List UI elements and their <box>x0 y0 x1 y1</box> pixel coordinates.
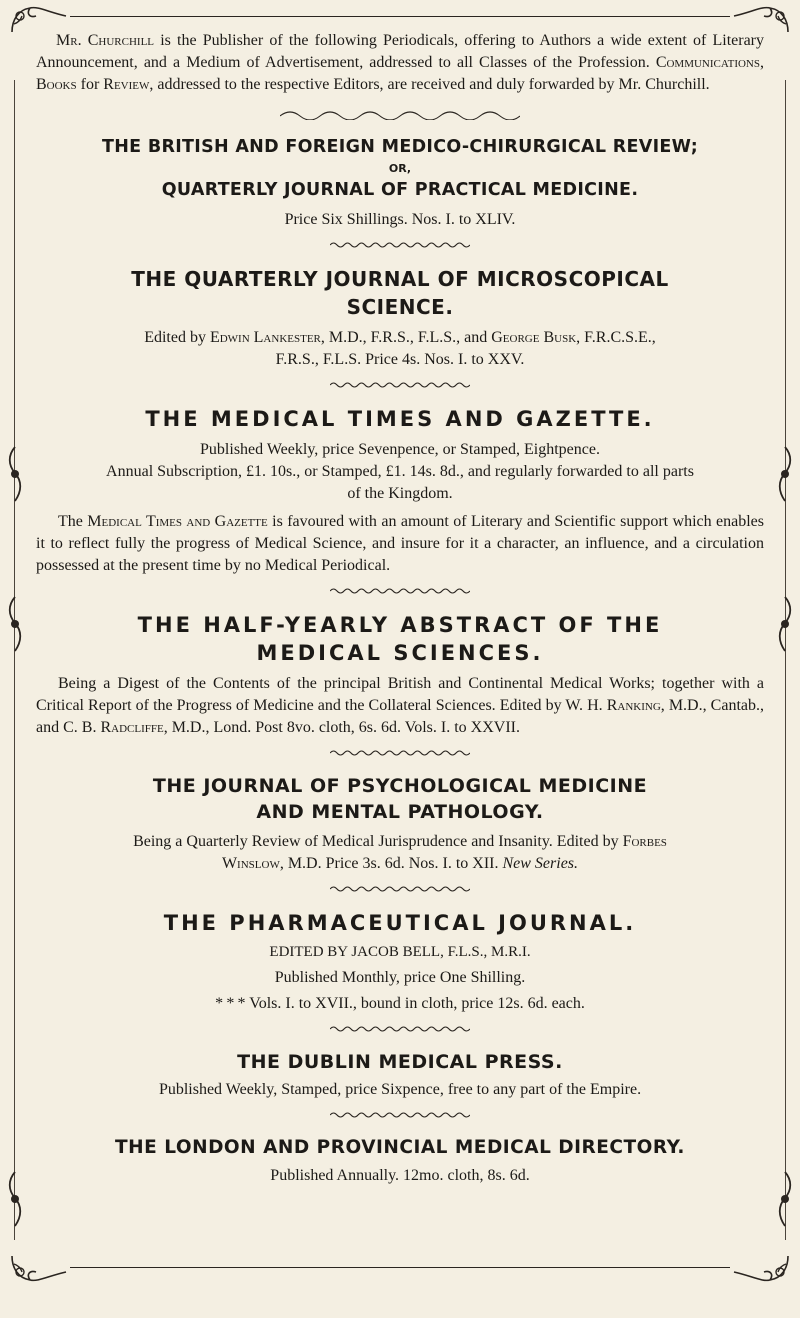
entry-text: is favoured with an amount of Literary and Scientific support which enables it to reflect fully the progress of Medical Science, and insure for it a character, an influence, and a circulation possessed at the present time by no Medical Periodical. <box>36 513 765 574</box>
floral-corner-icon <box>8 1252 70 1286</box>
entry-subtitle: QUARTERLY JOURNAL OF PRACTICAL MEDICINE. <box>161 180 639 200</box>
entry-title: THE LONDON AND PROVINCIAL MEDICAL DIRECTORY. <box>115 1137 685 1158</box>
entry-text: The <box>58 513 88 530</box>
wavy-divider <box>280 108 520 120</box>
entry-or: OR, <box>388 162 412 175</box>
squiggle-divider <box>330 381 470 389</box>
fleuron-icon <box>4 445 26 503</box>
editor-name: Edwin Lankester <box>209 329 321 346</box>
intro-small-caps: Review <box>103 76 150 93</box>
entry-text: Published Weekly, Stamped, price Sixpence, free to any part of the Empire. <box>158 1081 642 1098</box>
entry-title: THE PHARMACEUTICAL JOURNAL. <box>163 911 637 935</box>
new-series-label: New Series. <box>502 855 579 872</box>
entry-text: * * * Vols. I. to XVII., bound in cloth, price 12s. 6d. each. <box>215 995 585 1012</box>
squiggle-divider <box>330 241 470 249</box>
squiggle-divider <box>330 1025 470 1033</box>
entry-title: MEDICAL SCIENCES. <box>256 641 544 665</box>
squiggle-divider <box>330 587 470 595</box>
editor-name: Winslow <box>221 855 280 872</box>
entry-half-yearly-abstract <box>36 611 764 739</box>
entry-text: Being a Digest of the Contents of the principal British and Continental Medical Works; together with a Critical Report of the Progress of Medicine and the Collateral Sciences. Edited by W. H. <box>36 675 764 714</box>
entry-text: , F.R.C.S.E., <box>576 329 656 346</box>
entry-title: THE QUARTERLY JOURNAL OF MICROSCOPICAL <box>131 267 669 291</box>
right-border-line <box>785 80 786 1240</box>
fleuron-icon <box>4 595 26 653</box>
entry-title: THE BRITISH AND FOREIGN MEDICO-CHIRURGICAL REVIEW; <box>101 137 698 157</box>
entry-price: F.R.S., F.L.S. Price 4s. Nos. I. to XXV. <box>275 351 525 368</box>
intro-text: is the Publisher of the following Periodicals, offering to Authors a wide extent of Literary Announcement, and a Medium of Advertisement, addressed to all Classes of the Profession. <box>36 32 765 71</box>
fleuron-icon <box>774 1170 796 1228</box>
entry-dublin-medical-press <box>36 1049 764 1101</box>
entry-title: SCIENCE. <box>346 295 454 319</box>
editor-name: Forbes <box>622 833 667 850</box>
entry-text: , M.D., F.R.S., F.L.S., and <box>320 329 492 346</box>
entry-text <box>36 853 764 875</box>
editor-name: George Busk <box>491 329 577 346</box>
squiggle-divider <box>330 749 470 757</box>
entry-text: Being a Quarterly Review of Medical Jurisprudence and Insanity. Edited by <box>133 833 623 850</box>
entry-pharmaceutical-journal <box>36 909 764 1015</box>
entry-british-foreign-review <box>36 134 764 231</box>
page-content <box>36 30 764 1187</box>
entry-microscopical-science <box>36 265 764 371</box>
squiggle-divider <box>330 1111 470 1119</box>
entry-title: THE MEDICAL TIMES AND GAZETTE. <box>145 407 655 431</box>
fleuron-icon <box>774 445 796 503</box>
entry-text: , M.D., Lond. Post 8vo. cloth, 6s. 6d. Vols. I. to XXVII. <box>163 719 520 736</box>
fleuron-icon <box>774 595 796 653</box>
fleuron-icon <box>4 1170 26 1228</box>
entry-text: Edited by <box>144 329 210 346</box>
journal-name: Medical Times and Gazette <box>87 513 268 530</box>
entry-editor: EDITED BY JACOB BELL, F.L.S., M.R.I. <box>269 944 531 960</box>
intro-small-caps: Communications, Books <box>36 54 764 93</box>
entry-psychological-medicine <box>36 773 764 875</box>
publisher-name: Mr. Churchill <box>56 32 155 49</box>
entry-text: Published Weekly, price Sevenpence, or Stamped, Eightpence. <box>200 441 600 458</box>
entry-editors <box>36 327 764 349</box>
entry-medical-times <box>36 405 764 577</box>
entry-text <box>36 831 764 853</box>
entry-medical-directory <box>36 1135 764 1187</box>
publisher-intro <box>36 30 764 96</box>
entry-title: AND MENTAL PATHOLOGY. <box>256 801 544 823</box>
entry-title: THE DUBLIN MEDICAL PRESS. <box>237 1051 563 1073</box>
editor-name: Ranking <box>606 697 661 714</box>
squiggle-divider <box>330 885 470 893</box>
entry-title: THE JOURNAL OF PSYCHOLOGICAL MEDICINE <box>152 775 648 797</box>
entry-text: of the Kingdom. <box>347 485 453 502</box>
editor-name: Radcliffe <box>100 719 164 736</box>
entry-text: , M.D., Cantab., and C. B. <box>36 697 765 736</box>
intro-text: , addressed to the respective Editors, are received and duly forwarded by Mr. Churchill. <box>149 76 710 93</box>
top-border-rule <box>70 16 730 17</box>
entry-title: THE HALF-YEARLY ABSTRACT OF THE <box>137 613 663 637</box>
entry-text: Annual Subscription, £1. 10s., or Stamped, £1. 14s. 8d., and regularly forwarded to all parts <box>106 463 694 480</box>
entry-description <box>36 673 764 739</box>
entry-description <box>36 511 764 577</box>
bottom-border-rule <box>70 1267 730 1268</box>
left-border-line <box>14 80 15 1240</box>
entry-text: , M.D. Price 3s. 6d. Nos. I. to XII. <box>279 855 503 872</box>
intro-text: for <box>76 76 104 93</box>
entry-text: Published Annually. 12mo. cloth, 8s. 6d. <box>270 1167 530 1184</box>
entry-price: Price Six Shillings. Nos. I. to XLIV. <box>284 211 516 228</box>
floral-corner-icon <box>730 1252 792 1286</box>
entry-text: Published Monthly, price One Shilling. <box>274 969 526 986</box>
